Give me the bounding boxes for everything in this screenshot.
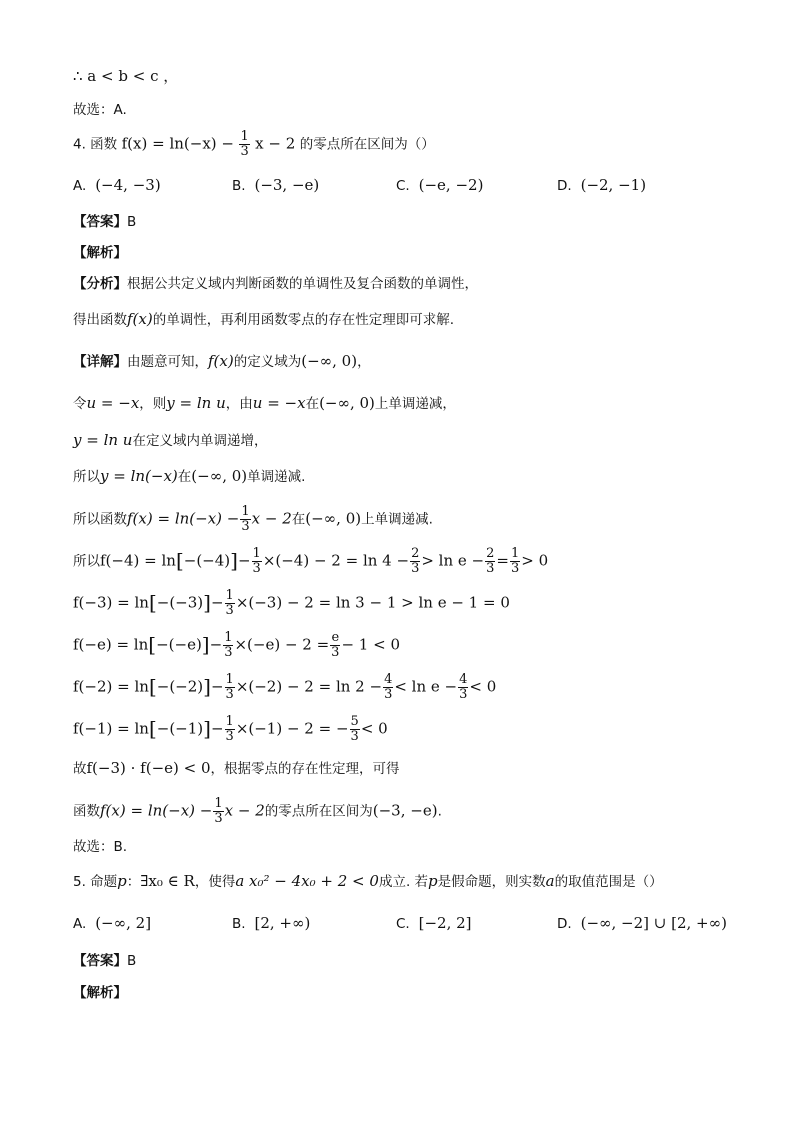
q5-option-c: C. [−2, 2] [396, 914, 472, 932]
inequality-line: ∴ a < b < c ， [73, 67, 179, 85]
q4-eval-f-minus-4: 所以f(−4) = ln[−(−4)]− $\frac{1}{3}$ ×(−4) − 2 = ln 4 − $\frac{2}{3}$ > ln e − $\frac{2}{3}$ = $\frac{1}{3}$ > 0 [73, 546, 549, 576]
q4-option-d: D. (−2, −1) [557, 176, 647, 194]
q5-option-b: B. [2, +∞) [232, 914, 311, 932]
q5-option-a: A. (−∞, 2] [73, 914, 152, 932]
q4-eval-f-minus-e: f(−e) = ln[−(−e)]− $\frac{1}{3}$ ×(−e) − 2 = $\frac{e}{3}$ − 1 < 0 [73, 630, 400, 660]
fraction: $\frac{1}{3}$ [240, 129, 249, 159]
q4-eval-f-minus-2: f(−2) = ln[−(−2)]− $\frac{1}{3}$ ×(−2) − 2 = ln 2 − $\frac{4}{3}$ < ln e − $\frac{4}{3}$ < 0 [73, 672, 497, 702]
q4-conclusion-line-1: 故f(−3) · f(−e) < 0，根据零点的存在性定理，可得 [73, 759, 400, 777]
q4-answer: 【答案】B [73, 214, 137, 230]
q4-eval-f-minus-1: f(−1) = ln[−(−1)]− $\frac{1}{3}$ ×(−1) − 2 = − $\frac{5}{3}$ < 0 [73, 714, 388, 744]
q4-xiangjie-line-1: 【详解】由题意可知，f(x)的定义域为(−∞, 0)， [73, 352, 371, 370]
q4-conclusion-line-2: 函数f(x) = ln(−x) − $\frac{1}{3}$ x − 2的零点所在区间为(−3, −e). [73, 796, 442, 826]
q5-analysis-tag: 【解析】 [73, 985, 127, 1001]
q4-xiangjie-line-3: y = ln u在定义域内单调递增， [73, 431, 268, 449]
q4-eval-f-minus-3: f(−3) = ln[−(−3)]− $\frac{1}{3}$ ×(−3) − 2 = ln 3 − 1 > ln e − 1 = 0 [73, 588, 510, 618]
q5-answer: 【答案】B [73, 953, 137, 969]
question-5-stem: 5. 命题p：∃x₀ ∈ R，使得a x₀² − 4x₀ + 2 < 0成立. 若p是假命题，则实数a的取值范围是（） [73, 872, 663, 890]
q4-analysis-tag: 【解析】 [73, 245, 127, 261]
q4-xiangjie-line-2: 令u = −x，则y = ln u，由u = −x在(−∞, 0)上单调递减， [73, 394, 456, 412]
question-4-stem: 4. 函数 f(x) = ln(−x) − $\frac{1}{3}$ x − 2 的零点所在区间为（） [73, 129, 435, 159]
q4-option-c: C. (−e, −2) [396, 176, 484, 194]
previous-answer-line: 故选：A. [73, 102, 127, 118]
q4-xiangjie-line-4: 所以y = ln(−x)在(−∞, 0)单调递减. [73, 467, 306, 485]
q4-option-b: B. (−3, −e) [232, 176, 320, 194]
q4-choose: 故选：B. [73, 839, 128, 855]
q4-option-a: A. (−4, −3) [73, 176, 161, 194]
q5-option-d: D. (−∞, −2] ∪ [2, +∞) [557, 914, 727, 932]
q4-fenxi-line-2: 得出函数f(x)的单调性，再利用函数零点的存在性定理即可求解. [73, 310, 455, 328]
q4-fenxi-line-1: 【分析】根据公共定义域内判断函数的单调性及复合函数的单调性， [73, 276, 478, 292]
q4-xiangjie-line-5: 所以函数f(x) = ln(−x) − $\frac{1}{3}$ x − 2在(−∞, 0)上单调递减. [73, 504, 433, 534]
